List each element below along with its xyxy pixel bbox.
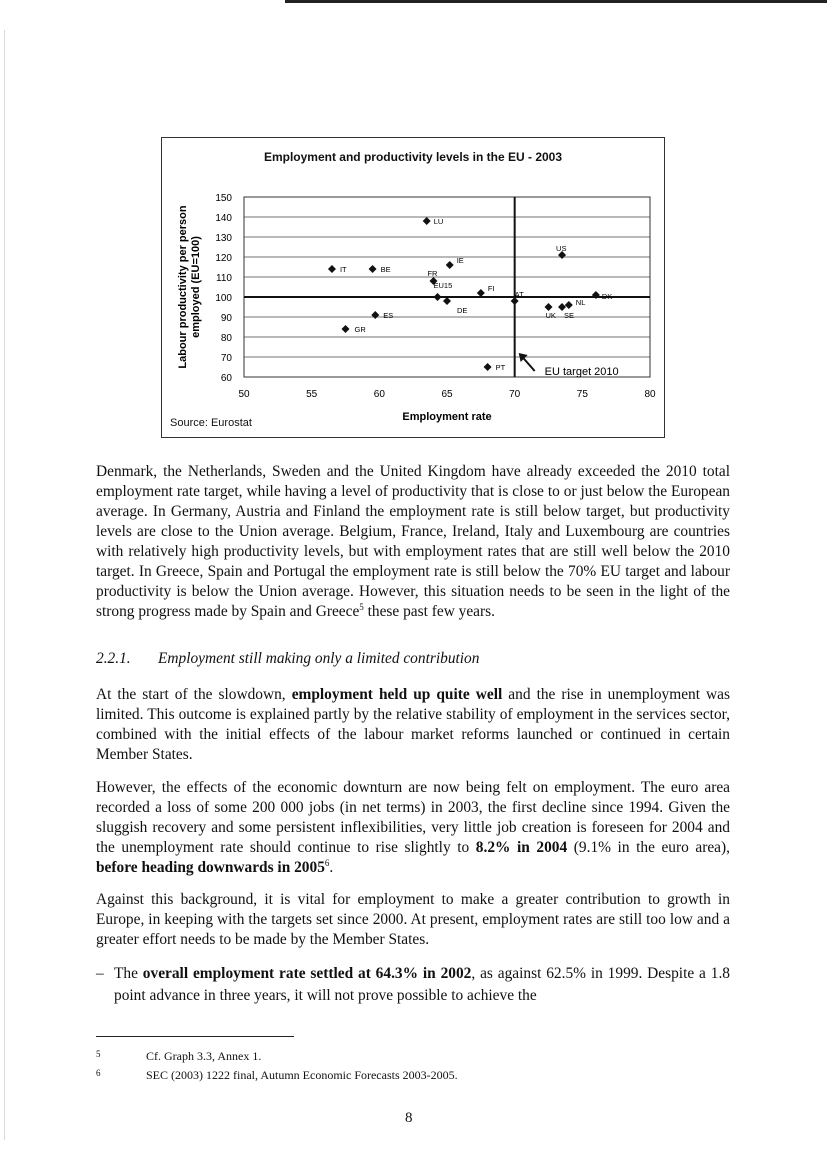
data-point-be — [369, 265, 377, 273]
y-tick-label: 70 — [220, 353, 232, 364]
data-label-fi: FI — [487, 284, 495, 293]
data-point-gr — [342, 325, 350, 333]
paragraph-3-end: . — [329, 859, 334, 876]
footnote-5-number: 5 — [96, 1049, 101, 1059]
paragraph-1-text: Denmark, the Netherlands, Sweden and the United Kingdom have already exceeded the 2010 total employment rate target, while having a level of productivity that is close to or just below the European average. In Germany, Austria and Finland the employment rate is still below target, but productivity levels are close to the Union average. Belgium, France, Ireland, Italy and Luxembourg are countries with relatively high productivity levels, but with employment rates that are still well below the 2010 target. In Greece, Spain and Portugal the employment rate is still below the 70% EU target and labour productivity is below the Union average. However, this situation needs to be seen in the light of the strong progress made by Spain and Greece — [96, 463, 730, 620]
data-label-at: AT — [514, 290, 524, 299]
scan-edge-line — [4, 30, 5, 1140]
footnote-ref-6: 6 — [324, 857, 330, 868]
paragraph-1-end: these past few years. — [363, 603, 495, 620]
footnote-6 — [96, 1068, 458, 1083]
page-number: 8 — [405, 1110, 413, 1126]
y-tick-label: 110 — [216, 273, 232, 284]
data-point-es — [371, 311, 379, 319]
x-axis-label: Employment rate — [402, 411, 492, 423]
data-point-se — [558, 303, 566, 311]
scatter-chart — [162, 138, 666, 439]
y-tick-label: 60 — [220, 373, 232, 384]
data-point-fi — [477, 289, 485, 297]
data-point-it — [328, 265, 336, 273]
paragraph-2-bold: employment held up quite well — [291, 686, 503, 703]
data-label-lu: LU — [433, 217, 444, 226]
data-label-fr: FR — [427, 269, 438, 278]
bullet-dash: – — [96, 965, 104, 982]
data-point-eu15 — [434, 293, 442, 301]
data-label-uk: UK — [545, 311, 556, 320]
y-axis-label: Labour productivity per personemployed (EU=100) — [177, 205, 202, 369]
data-label-us: US — [556, 244, 567, 253]
paragraph-2 — [96, 685, 730, 765]
data-label-eu15: EU15 — [433, 281, 453, 290]
chart-source: Source: Eurostat — [170, 417, 252, 429]
paragraph-3-text-b: (9.1% in the euro area), — [567, 839, 730, 856]
data-point-pt — [484, 363, 492, 371]
bullet-item — [96, 963, 730, 1007]
data-label-dk: DK — [601, 292, 613, 301]
footnote-6-text: SEC (2003) 1222 final, Autumn Economic Forecasts 2003-2005. — [146, 1068, 458, 1082]
footnote-5-text: Cf. Graph 3.3, Annex 1. — [146, 1049, 262, 1063]
data-point-nl — [565, 301, 573, 309]
data-label-pt: PT — [495, 363, 506, 372]
footnote-ref-5: 5 — [359, 601, 364, 612]
y-tick-label: 140 — [215, 213, 232, 224]
paragraph-4: Against this background, it is vital for employment to make a greater contribution to growth in Europe, in keeping with the targets set since 2000. At present, employment rates are still too low and a greater effort needs to be made by the Member States. — [96, 891, 730, 948]
paragraph-1 — [96, 462, 730, 622]
section-number: 2.2.1. — [96, 650, 131, 667]
data-point-ie — [446, 261, 454, 269]
y-tick-label: 90 — [220, 313, 232, 324]
data-label-be: BE — [380, 265, 391, 274]
x-tick-label: 50 — [238, 389, 250, 400]
x-tick-label: 80 — [644, 389, 656, 400]
y-tick-label: 130 — [215, 233, 232, 244]
x-tick-label: 70 — [509, 389, 521, 400]
x-tick-label: 75 — [576, 389, 588, 400]
data-label-nl: NL — [575, 298, 586, 307]
data-label-it: IT — [339, 265, 347, 274]
data-point-de — [443, 297, 451, 305]
top-edge-line — [285, 0, 827, 3]
chart-title: Employment and productivity levels in the EU - 2003 — [263, 150, 563, 164]
section-title: Employment still making only a limited contribution — [158, 650, 480, 667]
data-point-lu — [423, 217, 431, 225]
paragraph-3 — [96, 778, 730, 878]
footnote-6-number: 6 — [96, 1068, 101, 1078]
paragraph-3-bold-2: before heading downwards in 2005 — [96, 859, 325, 876]
data-label-gr: GR — [354, 325, 366, 334]
paragraph-2-text-b: and the rise in unemployment was limited. This outcome is explained partly by the relative stability of employment in the services sector, combined with the initial effects of the labour market reforms launched or continued in certain Member States. — [96, 686, 730, 763]
paragraph-2-text-a: At the start of the slowdown, — [96, 686, 292, 703]
data-label-ie: IE — [456, 256, 464, 265]
bullet-bold: overall employment rate settled at 64.3% in 2002 — [142, 965, 472, 982]
x-tick-label: 55 — [306, 389, 318, 400]
bullet-text — [114, 963, 730, 1007]
footnote-5 — [96, 1049, 261, 1064]
annotation-label: EU target 2010 — [544, 366, 619, 378]
data-label-se: SE — [564, 311, 575, 320]
data-label-es: ES — [383, 311, 394, 320]
paragraph-3-text-a: However, the effects of the economic downturn are now being felt on employment. The euro area recorded a loss of some 200 000 jobs (in net terms) in 2003, the first decline since 1994. Given the sluggish recovery and some persistent inflexibilities, very little job creation is foreseen for 2004 and the unemployment rate should continue to rise slightly to — [96, 779, 730, 856]
x-tick-label: 65 — [441, 389, 453, 400]
y-tick-label: 100 — [215, 293, 232, 304]
y-tick-label: 120 — [215, 253, 232, 264]
bullet-text-a: The — [114, 965, 143, 982]
y-tick-label: 150 — [215, 193, 232, 204]
bullet-text-b: , as against 62.5% in 1999. Despite a 1.8 point advance in three years, it will not prove possible to achieve the — [114, 965, 730, 1004]
y-tick-label: 80 — [220, 333, 232, 344]
data-label-de: DE — [457, 306, 468, 315]
x-tick-label: 60 — [373, 389, 385, 400]
data-point-uk — [545, 303, 553, 311]
section-heading — [96, 650, 479, 668]
footnote-rule — [96, 1036, 294, 1037]
paragraph-3-bold-1: 8.2% in 2004 — [475, 839, 568, 856]
chart-container — [161, 137, 665, 438]
